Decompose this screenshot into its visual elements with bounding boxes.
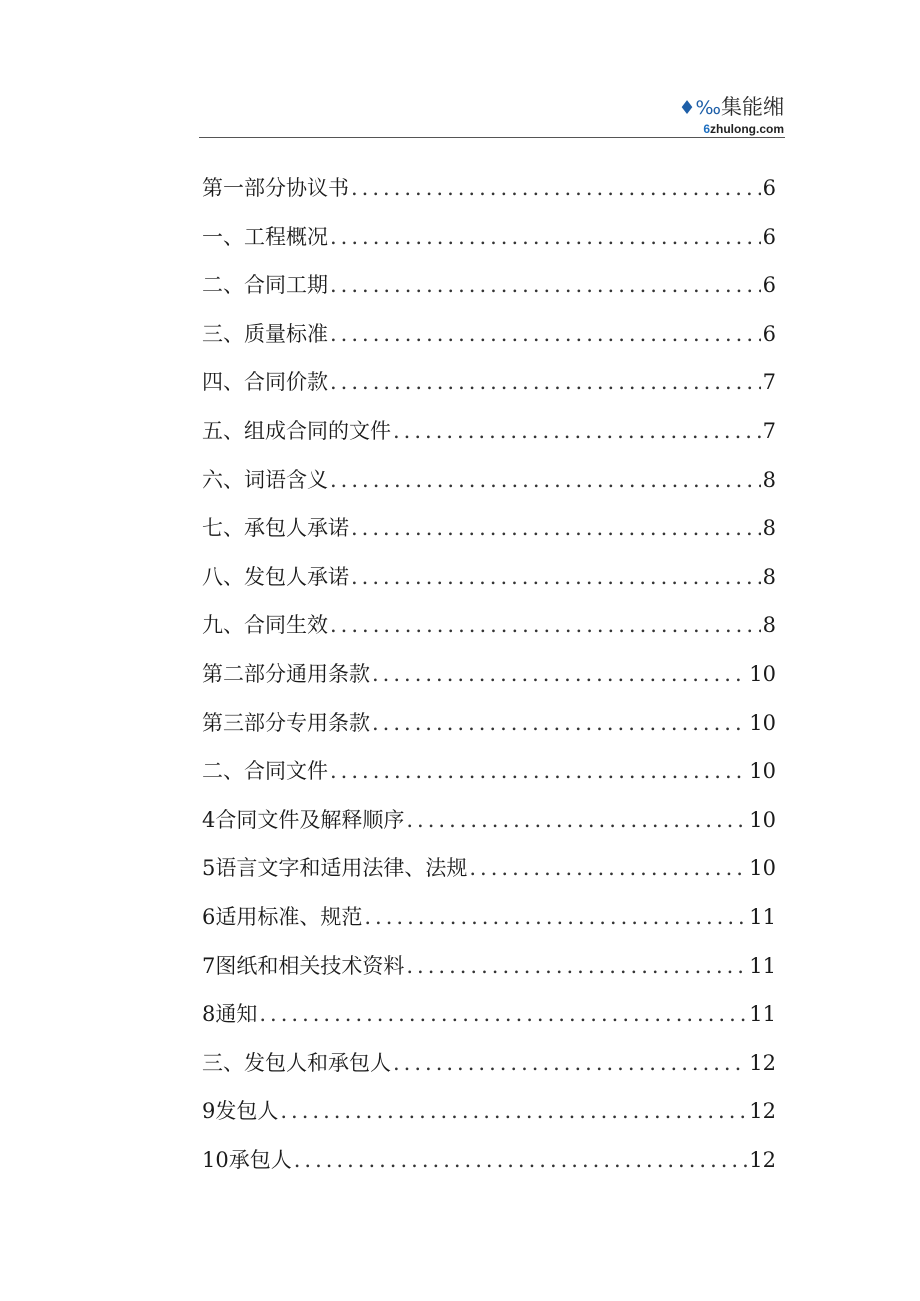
toc-dot-leader [330,358,761,407]
toc-entry-title: 10承包人 [202,1147,292,1172]
toc-dot-leader [469,844,747,893]
toc-entry-title: 二、合同文件 [202,759,328,784]
toc-entry-title: 6适用标准、规范 [202,904,363,929]
toc-entry-title: 9发包人 [202,1099,279,1124]
toc-entry-page: 8 [762,516,776,541]
toc-entry-page: 8 [762,564,776,589]
toc-dot-leader [406,942,747,991]
toc-dot-leader [280,1087,747,1136]
toc-dot-leader [259,990,747,1039]
toc-entry[interactable] [202,261,776,310]
site-logo [678,93,784,136]
toc-entry[interactable] [202,213,776,262]
toc-entry[interactable] [202,358,776,407]
toc-entry[interactable] [202,893,776,942]
toc-entry[interactable] [202,407,776,456]
toc-entry-title: 八、发包人承诺 [202,564,349,589]
toc-entry[interactable] [202,310,776,359]
toc-entry[interactable] [202,699,776,748]
toc-entry-page: 10 [749,856,776,881]
toc-entry-page: 10 [749,710,776,735]
logo-text: 集能缃 [721,95,784,119]
toc-dot-leader [372,650,747,699]
toc-entry[interactable] [202,601,776,650]
toc-entry-page: 6 [762,224,776,249]
logo-url [678,122,784,136]
toc-entry-title: 七、承包人承诺 [202,516,349,541]
logo-main [678,93,784,122]
toc-entry-page: 12 [749,1147,776,1172]
toc-entry-page: 7 [762,418,776,443]
toc-entry-title: 三、发包人和承包人 [202,1050,391,1075]
toc-dot-leader [393,407,761,456]
toc-dot-leader [330,456,761,505]
toc-entry-page: 7 [762,370,776,395]
toc-entry-title: 7图纸和相关技术资料 [202,953,405,978]
toc-dot-leader [406,796,747,845]
toc-entry[interactable] [202,456,776,505]
toc-entry-page: 11 [749,1002,776,1027]
toc-entry-title: 五、组成合同的文件 [202,418,391,443]
toc-entry[interactable] [202,1039,776,1088]
toc-entry[interactable] [202,553,776,602]
toc-entry-page: 12 [749,1050,776,1075]
toc-entry[interactable] [202,164,776,213]
toc-dot-leader [351,553,761,602]
toc-entry-title: 九、合同生效 [202,613,328,638]
toc-dot-leader [330,261,761,310]
toc-entry[interactable] [202,796,776,845]
toc-entry-page: 10 [749,661,776,686]
toc-dot-leader [330,310,761,359]
logo-url-prefix: 6 [703,122,710,136]
toc-entry[interactable] [202,942,776,991]
toc-entry-title: 第一部分协议书 [202,176,349,200]
toc-dot-leader [330,213,761,262]
toc-entry-page: 8 [762,467,776,492]
toc-entry-page: 10 [749,807,776,832]
toc-dot-leader [351,164,761,213]
toc-entry[interactable] [202,990,776,1039]
toc-entry-page: 6 [762,176,776,200]
toc-entry[interactable] [202,650,776,699]
toc-entry-title: 一、工程概况 [202,224,328,249]
toc-entry-title: 二、合同工期 [202,273,328,298]
toc-entry[interactable] [202,1136,776,1185]
toc-entry-title: 六、词语含义 [202,467,328,492]
toc-entry[interactable] [202,1087,776,1136]
table-of-contents [202,164,776,1184]
toc-dot-leader [372,699,747,748]
toc-entry-title: 第二部分通用条款 [202,661,370,686]
toc-entry-title: 8通知 [202,1002,258,1027]
toc-entry-title: 三、质量标准 [202,321,328,346]
toc-dot-leader [294,1136,748,1185]
toc-entry-page: 6 [762,273,776,298]
toc-entry[interactable] [202,747,776,796]
toc-dot-leader [330,601,761,650]
toc-entry[interactable] [202,844,776,893]
toc-entry-page: 6 [762,321,776,346]
toc-dot-leader [330,747,747,796]
header-divider [199,137,785,138]
toc-entry[interactable] [202,504,776,553]
toc-entry-title: 四、合同价款 [202,370,328,395]
toc-entry-page: 10 [749,759,776,784]
toc-entry-page: 12 [749,1099,776,1124]
toc-dot-leader [364,893,747,942]
logo-diamond-icon: ♦‰ [678,97,721,119]
logo-url-rest: zhulong.com [710,122,784,136]
toc-dot-leader [393,1039,747,1088]
toc-entry-page: 11 [749,904,776,929]
toc-entry-title: 4合同文件及解释顺序 [202,807,405,832]
toc-dot-leader [351,504,761,553]
toc-entry-title: 5语言文字和适用法律、法规 [202,856,468,881]
toc-entry-page: 8 [762,613,776,638]
toc-entry-page: 11 [749,953,776,978]
toc-entry-title: 第三部分专用条款 [202,710,370,735]
